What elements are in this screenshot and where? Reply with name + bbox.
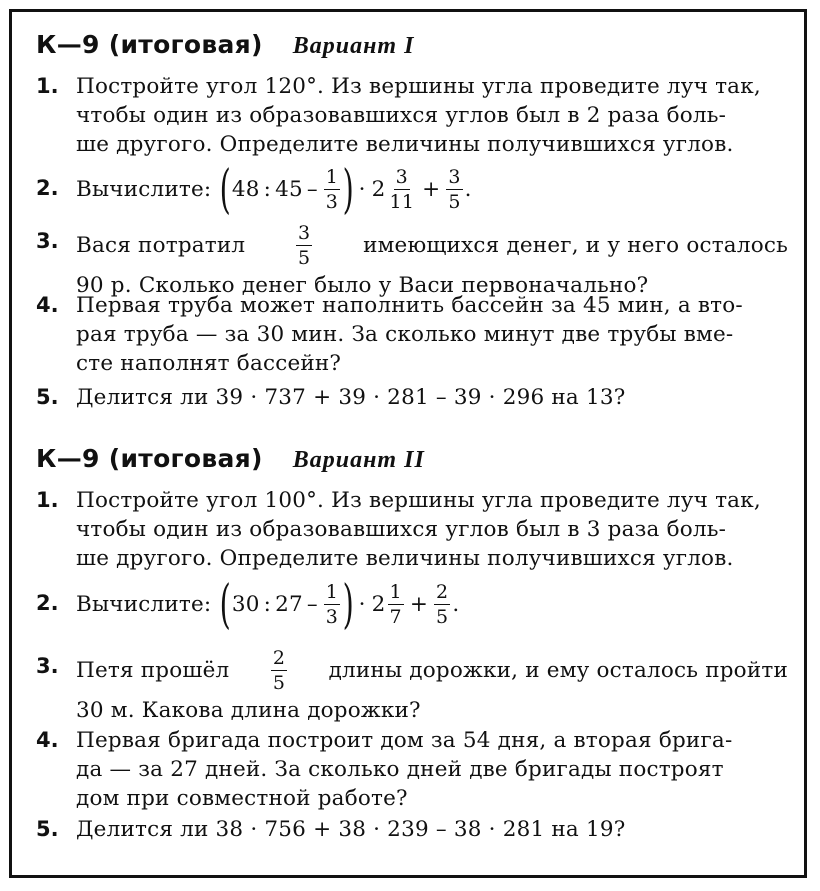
period: .: [452, 592, 460, 617]
task-text: [76, 815, 788, 844]
task-text-after: длины дорожки, и ему осталось пройти: [328, 658, 788, 683]
fraction: [446, 166, 462, 213]
variant-name: Вариант I: [292, 33, 415, 59]
task-text: [76, 486, 788, 573]
variant-1-task-1: [36, 72, 788, 159]
denominator: 3: [325, 606, 339, 628]
task-text: [76, 647, 788, 725]
task-number: 2.: [36, 591, 59, 615]
numerator: 1: [325, 166, 339, 188]
task-text: [76, 574, 788, 635]
numerator: 3: [298, 222, 311, 244]
variant-1-task-3: [36, 222, 788, 300]
task-line: чтобы один из образовавшихся углов был в 2 раза боль-: [76, 103, 727, 128]
task-line: да — за 27 дней. За сколько дней две бригады построят: [76, 757, 724, 782]
variant-2-task-1: [36, 486, 788, 573]
task-line: Постройте угол 120°. Из вершины угла проведите луч так,: [76, 74, 761, 99]
task-line: рая труба — за 30 мин. За сколько минут две трубы вме-: [76, 322, 734, 347]
task-line: Первая бригада построит дом за 54 дня, а вторая бригa-: [76, 728, 733, 753]
task-text: [76, 726, 788, 813]
task-number: 5.: [36, 385, 59, 409]
math-expression: [76, 574, 460, 635]
numerator: 2: [272, 647, 286, 669]
operator: +: [409, 592, 429, 617]
left-paren: (: [219, 159, 232, 220]
fraction: [388, 581, 404, 628]
denominator: 5: [448, 191, 461, 213]
denominator: 3: [325, 191, 339, 213]
fraction: [324, 581, 340, 628]
test-code: К—9 (итоговая): [36, 444, 263, 473]
whole-part: 2: [371, 177, 386, 202]
numerator: 1: [389, 581, 402, 603]
task-text: [76, 291, 788, 378]
whole-part: 2: [371, 592, 386, 617]
task-line: ше другого. Определите величины получившихся углов.: [76, 132, 734, 157]
task-number: 4.: [36, 293, 59, 317]
variant-2-task-2: [36, 574, 788, 635]
operator: ·: [358, 177, 366, 202]
variant-2-task-3: [36, 647, 788, 725]
variant-2-task-5: [36, 815, 788, 844]
fraction: [296, 222, 312, 269]
operator: –: [306, 177, 318, 202]
task-line: Делится ли 38 · 756 + 38 · 239 – 38 · 281 на 19?: [76, 817, 626, 842]
task-label: Вычислите:: [76, 177, 212, 202]
denominator: 11: [389, 191, 415, 213]
task-text-before: Вася потратил: [76, 233, 246, 258]
task-text: [76, 159, 788, 220]
task-text: [76, 222, 788, 300]
task-line: [76, 222, 788, 269]
task-line: [76, 647, 788, 694]
variant-name: Вариант II: [292, 447, 425, 473]
task-line: 90 р. Сколько денег было у Васи первоначально?: [76, 273, 649, 298]
task-text-after: имеющихся денег, и у него осталось: [363, 233, 788, 258]
task-number: 1.: [36, 74, 59, 98]
operator: +: [422, 177, 441, 202]
denominator: 7: [389, 606, 402, 628]
denominator: 5: [272, 672, 286, 694]
task-line: 30 м. Какова длина дорожки?: [76, 698, 421, 723]
math-expression: [76, 159, 472, 220]
denominator: 5: [436, 606, 449, 628]
number: 45: [275, 177, 303, 202]
task-number: 2.: [36, 176, 59, 200]
numerator: 2: [436, 581, 449, 603]
task-line: дом при совместной работе?: [76, 786, 408, 811]
operator: :: [263, 177, 272, 202]
task-line: ше другого. Определите величины получившихся углов.: [76, 546, 734, 571]
number: 48: [231, 177, 260, 202]
variant-1-task-4: [36, 291, 788, 378]
operator: –: [306, 592, 318, 617]
numerator: 3: [448, 166, 461, 188]
task-label: Вычислите:: [76, 592, 212, 617]
period: .: [464, 177, 472, 202]
variant-1-task-2: [36, 159, 788, 220]
task-line: Постройте угол 100°. Из вершины угла проведите луч так,: [76, 488, 761, 513]
task-line: чтобы один из образовавшихся углов был в 3 раза боль-: [76, 517, 727, 542]
variant-1-header: [36, 30, 414, 60]
denominator: 5: [298, 247, 311, 269]
task-number: 3.: [36, 654, 59, 678]
operator: ·: [358, 592, 366, 617]
operator: :: [263, 592, 272, 617]
fraction: [324, 166, 340, 213]
task-number: 3.: [36, 229, 59, 253]
left-paren: (: [219, 574, 232, 635]
task-text: [76, 72, 788, 159]
fraction: [388, 166, 417, 213]
number: 30: [231, 592, 260, 617]
task-number: 5.: [36, 817, 59, 841]
task-line: Делится ли 39 · 737 + 39 · 281 – 39 · 296 на 13?: [76, 385, 626, 410]
fraction: [434, 581, 450, 628]
numerator: 1: [325, 581, 339, 603]
test-code: К—9 (итоговая): [36, 30, 263, 59]
task-number: 4.: [36, 728, 59, 752]
right-paren: ): [342, 159, 354, 220]
task-line: сте наполнят бассейн?: [76, 351, 342, 376]
variant-2-header: [36, 444, 425, 474]
variant-2-task-4: [36, 726, 788, 813]
numerator: 3: [395, 166, 408, 188]
task-text: [76, 383, 788, 412]
fraction: [271, 647, 287, 694]
task-line: Первая труба может наполнить бассейн за 45 мин, а вто-: [76, 293, 743, 318]
task-number: 1.: [36, 488, 59, 512]
right-paren: ): [342, 574, 354, 635]
task-text-before: Петя прошёл: [76, 658, 230, 683]
variant-1-task-5: [36, 383, 788, 412]
number: 27: [275, 592, 303, 617]
